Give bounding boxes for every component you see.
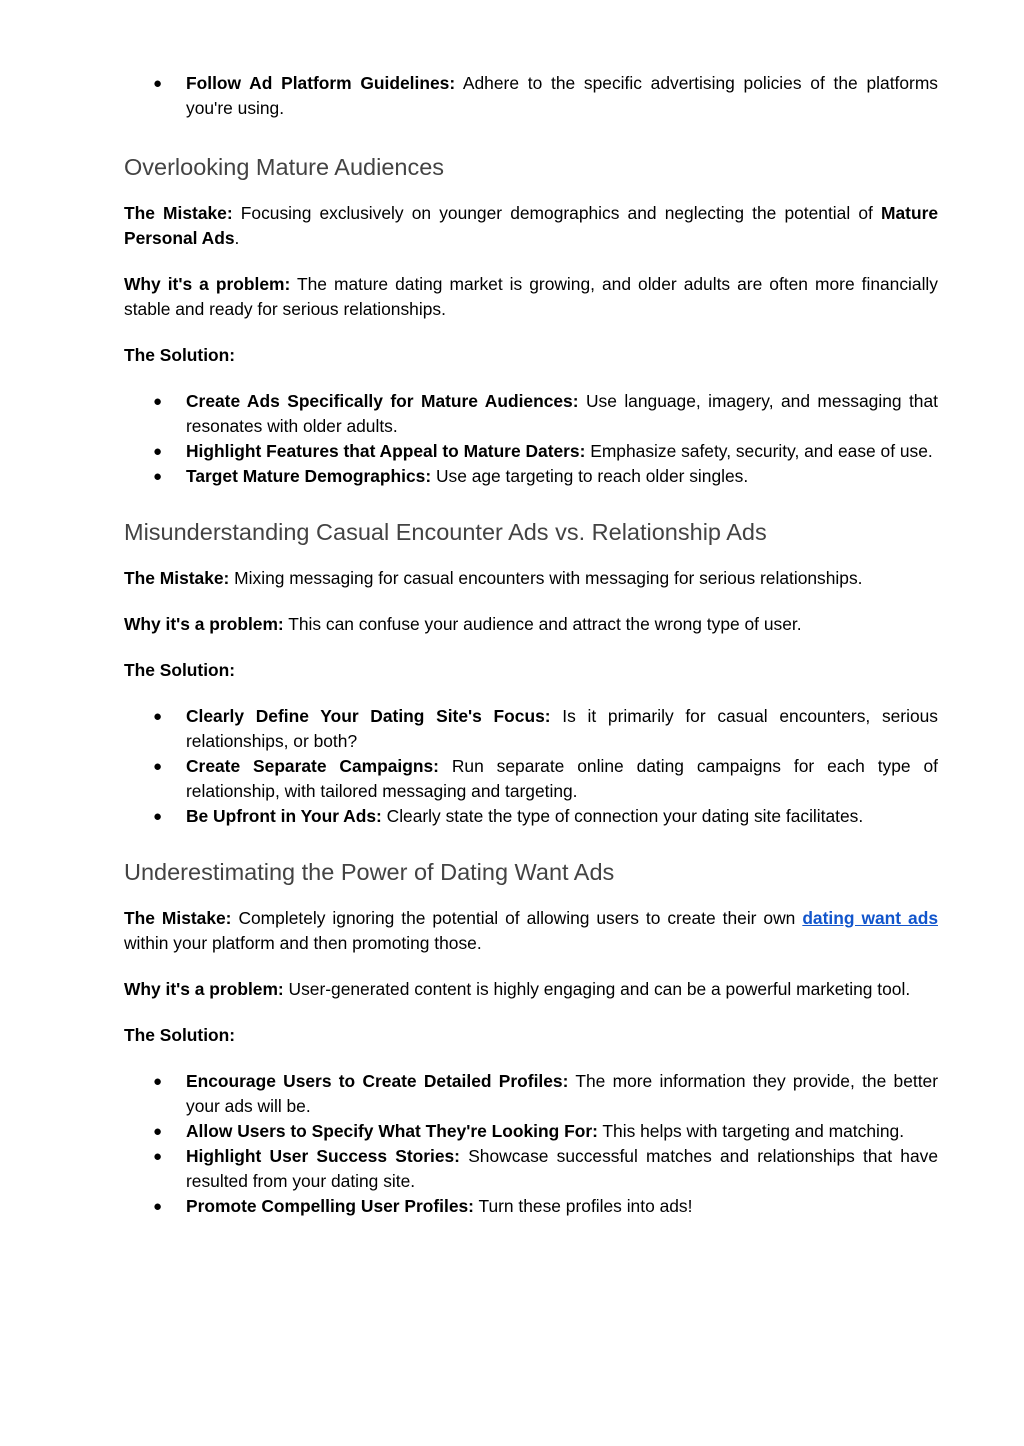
list-item-text: Adhere to the specific advertising policies of the platforms you're using. (186, 73, 939, 118)
solution-list (124, 389, 938, 489)
list-item-text: Use age targeting to reach older singles. (431, 466, 749, 486)
mistake-label: The Mistake: (124, 908, 232, 928)
bullet-icon: ● (153, 708, 163, 725)
list-item (124, 1069, 938, 1119)
list-item (124, 71, 938, 121)
list-item (124, 1144, 938, 1194)
problem-paragraph (124, 612, 938, 637)
mistake-end: within your platform and then promoting those. (124, 933, 482, 953)
list-item (124, 754, 938, 804)
list-item (124, 439, 938, 464)
list-item-label: Create Ads Specifically for Mature Audiences: (186, 391, 579, 411)
solution-label (124, 1023, 938, 1048)
bullet-icon: ● (153, 808, 163, 825)
list-item-label: Highlight User Success Stories: (186, 1146, 460, 1166)
section-heading-mature: Overlooking Mature Audiences (124, 154, 445, 180)
solution-label-text: The Solution: (124, 345, 236, 365)
list-item (124, 704, 938, 754)
list-item-label: Target Mature Demographics: (186, 466, 432, 486)
problem-text: The mature dating market is growing, and older adults are often more financially stable and ready for serious relationships. (124, 274, 938, 319)
solution-list (124, 704, 938, 829)
problem-label: Why it's a problem: (124, 979, 284, 999)
list-item-text: Use language, imagery, and messaging that resonates with older adults. (186, 391, 938, 436)
bullet-icon: ● (153, 393, 163, 410)
solution-label (124, 658, 938, 683)
list-item-text: Showcase successful matches and relationships that have resulted from your dating site. (186, 1146, 938, 1191)
bullet-icon: ● (153, 443, 163, 460)
list-item-text: This helps with targeting and matching. (597, 1121, 905, 1141)
mistake-label: The Mistake: (124, 203, 233, 223)
list-item-label: Encourage Users to Create Detailed Profiles: (186, 1071, 569, 1091)
dating-want-ads-link[interactable]: dating want ads (802, 908, 938, 928)
list-item (124, 804, 938, 829)
solution-list (124, 1069, 938, 1219)
problem-label: Why it's a problem: (124, 614, 284, 634)
bullet-icon: ● (153, 1073, 163, 1090)
mistake-text: Completely ignoring the potential of allowing users to create their own (231, 908, 803, 928)
problem-text: This can confuse your audience and attract the wrong type of user. (283, 614, 802, 634)
list-item-text: Turn these profiles into ads! (473, 1196, 693, 1216)
mistake-paragraph (124, 566, 938, 591)
list-item (124, 1119, 938, 1144)
list-item-text: The more information they provide, the better your ads will be. (186, 1071, 938, 1116)
mistake-text: Focusing exclusively on younger demographics and neglecting the potential of (232, 203, 881, 223)
problem-label: Why it's a problem: (124, 274, 291, 294)
list-item-label: Follow Ad Platform Guidelines: (186, 73, 456, 93)
bullet-icon: ● (153, 468, 163, 485)
bullet-icon: ● (153, 1198, 163, 1215)
mistake-bold-term: Mature Personal Ads (124, 203, 939, 248)
mistake-paragraph (124, 906, 938, 956)
problem-paragraph (124, 272, 938, 322)
list-item-text: Emphasize safety, security, and ease of use. (585, 441, 933, 461)
bullet-icon: ● (153, 75, 163, 92)
list-item-label: Allow Users to Specify What They're Looking For: (186, 1121, 598, 1141)
list-item-label: Highlight Features that Appeal to Mature Daters: (186, 441, 586, 461)
list-item-label: Be Upfront in Your Ads: (186, 806, 382, 826)
mistake-paragraph (124, 201, 938, 251)
section-heading-casual: Misunderstanding Casual Encounter Ads vs. Relationship Ads (124, 519, 767, 545)
list-item-text: Is it primarily for casual encounters, serious relationships, or both? (186, 706, 939, 751)
mistake-text: Mixing messaging for casual encounters with messaging for serious relationships. (229, 568, 863, 588)
list-item (124, 1194, 938, 1219)
list-item-label: Promote Compelling User Profiles: (186, 1196, 474, 1216)
problem-paragraph (124, 977, 938, 1002)
bullet-icon: ● (153, 1148, 163, 1165)
bullet-icon: ● (153, 1123, 163, 1140)
solution-label-text: The Solution: (124, 1025, 236, 1045)
solution-label (124, 343, 938, 368)
list-item-text: Run separate online dating campaigns for each type of relationship, with tailored messaging and targeting. (186, 756, 938, 801)
list-item (124, 464, 938, 489)
problem-text: User-generated content is highly engaging and can be a powerful marketing tool. (283, 979, 911, 999)
list-item-text: Clearly state the type of connection your dating site facilitates. (381, 806, 864, 826)
list-item-label: Create Separate Campaigns: (186, 756, 439, 776)
mistake-end: . (234, 228, 240, 248)
top-bullet-list (124, 71, 938, 121)
bullet-icon: ● (153, 758, 163, 775)
solution-label-text: The Solution: (124, 660, 236, 680)
section-heading-want-ads: Underestimating the Power of Dating Want Ads (124, 859, 615, 885)
list-item-label: Clearly Define Your Dating Site's Focus: (186, 706, 551, 726)
mistake-label: The Mistake: (124, 568, 230, 588)
list-item (124, 389, 938, 439)
